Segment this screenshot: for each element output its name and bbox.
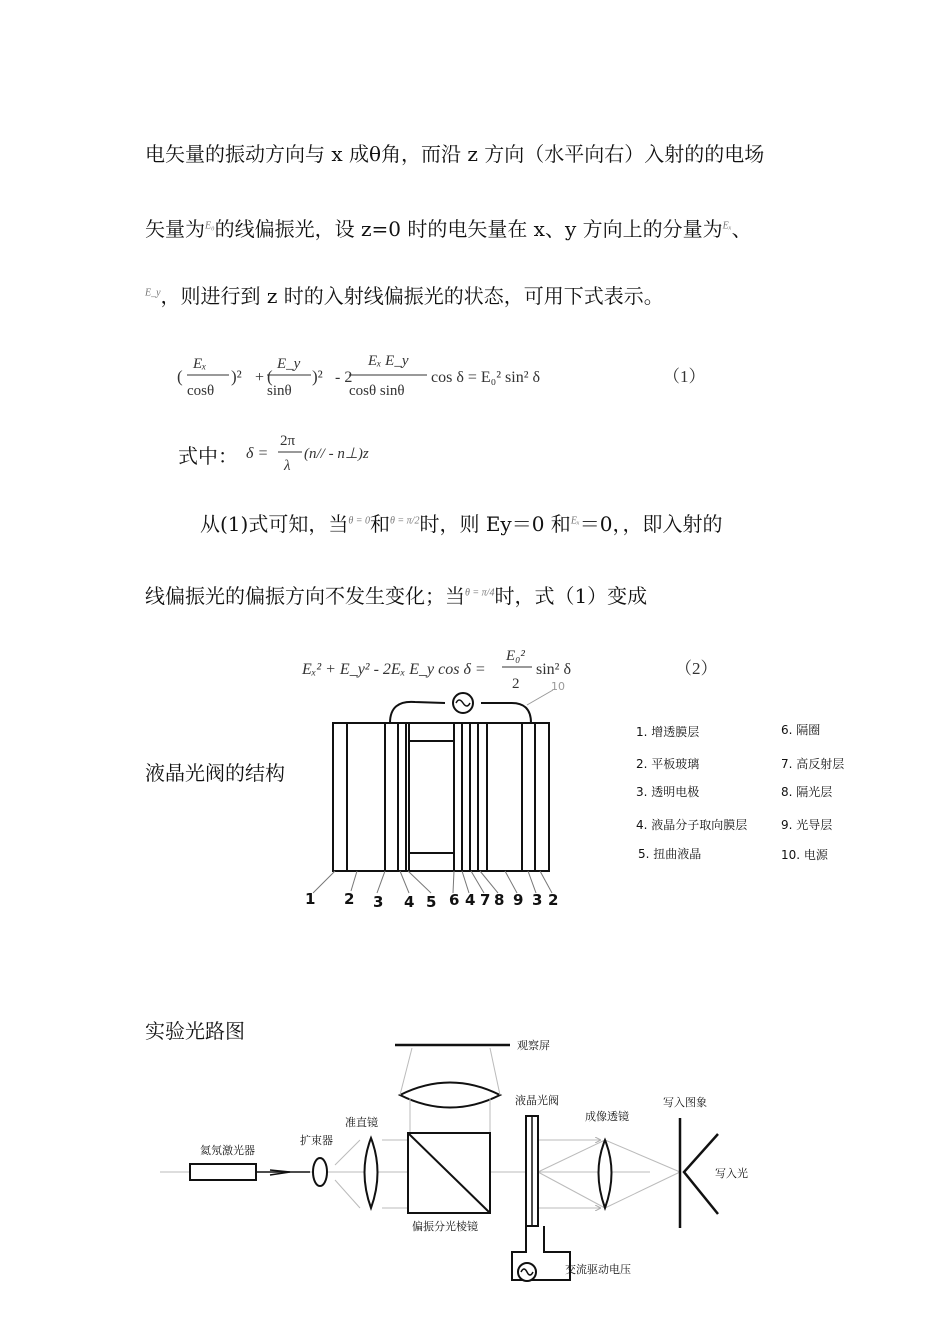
- label-collimator: 准直镜: [345, 1116, 378, 1129]
- layer-number: 2: [548, 891, 559, 909]
- para2-line2b: 时，式（1）变成: [494, 584, 648, 608]
- eq1-num2: E_y: [277, 356, 301, 372]
- eq1-number: （1）: [663, 367, 706, 386]
- legend-item-4: 4. 液晶分子取向膜层: [636, 818, 748, 832]
- layer-number: 3: [373, 893, 384, 911]
- callout-10: 10: [551, 680, 565, 693]
- label-laser: 氦氖激光器: [200, 1144, 255, 1157]
- para2-line1b: 和: [370, 512, 391, 536]
- write-light-arrow: [684, 1134, 718, 1214]
- layer-number: 3: [532, 891, 543, 909]
- optical-path-diagram: [160, 1030, 780, 1290]
- eq1-lparen2: (: [267, 367, 273, 386]
- para2-line2a: 线偏振光的偏振方向不发生变化；当: [145, 584, 465, 608]
- legend-item-6: 6. 隔圈: [781, 723, 821, 737]
- he-ne-laser: [190, 1164, 256, 1180]
- layer-number: 6: [449, 891, 460, 909]
- layer-number: 8: [494, 891, 505, 909]
- legend-item-5: 5. 扭曲液晶: [638, 847, 702, 861]
- layer-number: 1: [305, 890, 316, 908]
- legend-item-7: 7. 高反射层: [781, 757, 845, 771]
- para1-line3: [145, 280, 664, 309]
- callout-leader-10: [527, 690, 553, 705]
- legend-item-3: 3. 透明电极: [636, 785, 700, 799]
- para1-line1: 电矢量的振动方向与 x 成θ角，而沿 z 方向（水平向右）入射的的电场: [145, 142, 765, 166]
- eq1-minus: - 2: [335, 369, 353, 386]
- eq1-num1: Eₓ: [193, 356, 207, 372]
- imaging-lens: [599, 1140, 612, 1208]
- delta-den: λ: [284, 458, 291, 474]
- symbol-ex-2: Eₓ: [570, 515, 580, 527]
- para1-line2: [145, 213, 752, 242]
- layer-number: 2: [344, 890, 355, 908]
- para1-line2b: 的线偏振光，设 z=0 时的电矢量在 x、y 方向上的分量为: [214, 217, 723, 241]
- legend-item-10: 10. 电源: [781, 848, 828, 862]
- beam-expander: [313, 1158, 327, 1186]
- cond-theta-pi2: θ = π/2: [390, 515, 420, 527]
- para2-line1c: 时，则 Ey＝0 和: [419, 512, 571, 536]
- eq1-den3: cosθ sinθ: [349, 383, 405, 399]
- eq2-den: 2: [512, 676, 520, 692]
- label-expander: 扩束器: [300, 1134, 333, 1147]
- para1-line2a: 矢量为: [145, 217, 205, 241]
- equation-1: [175, 345, 735, 407]
- label-imaging-lens: 成像透镜: [585, 1110, 629, 1123]
- where-label: 式中：: [178, 444, 238, 468]
- eq1-rparen2: )²: [312, 367, 323, 386]
- liquid-crystal-cell: [409, 741, 454, 853]
- label-screen: 观察屏: [517, 1039, 550, 1052]
- power-wire-right: [481, 703, 531, 723]
- structure-title: 液晶光阀的结构: [145, 761, 285, 785]
- layer-number: 9: [513, 891, 524, 909]
- layer-number: 5: [426, 893, 437, 911]
- layer-number: 7: [480, 891, 491, 909]
- para2-line1a: 从(1)式可知，当: [200, 512, 349, 536]
- delta-rhs: (n// - n⊥)z: [304, 446, 369, 462]
- symbol-ex: Eₓ: [722, 220, 732, 232]
- lc-valve-structure-diagram: [295, 675, 595, 915]
- legend-item-9: 9. 光导层: [781, 818, 833, 832]
- symbol-ey: E_y: [145, 287, 161, 299]
- label-pbs: 偏振分光棱镜: [412, 1220, 478, 1233]
- cond-theta-pi4: θ = π/4: [465, 587, 495, 599]
- valve-outer-box: [333, 723, 549, 871]
- legend-item-8: 8. 隔光层: [781, 785, 833, 799]
- para2-line1d: ＝0，，即入射的: [579, 512, 723, 536]
- legend-item-2: 2. 平板玻璃: [636, 757, 700, 771]
- eq1-den2: sinθ: [267, 383, 292, 399]
- eq2-lhs: Eₓ² + E_y² - 2Eₓ E_y cos δ =: [302, 661, 486, 678]
- eq1-rparen1: )²: [231, 367, 242, 386]
- eq1-lparen1: (: [177, 367, 183, 386]
- layer-number: 4: [404, 893, 415, 911]
- eq2-rhs: sin² δ: [536, 661, 572, 678]
- eq1-num3: Eₓ E_y: [368, 353, 409, 369]
- cond-theta-0: θ = 0: [348, 515, 371, 527]
- delta-num: 2π: [280, 433, 296, 449]
- equation-delta: [244, 428, 404, 480]
- eq2-num: E₀²: [506, 648, 525, 664]
- label-ac: 交流驱动电压: [565, 1263, 631, 1276]
- para1-line2c: 、: [731, 217, 752, 241]
- para1-line3-text: ，则进行到 z 时的入射线偏振光的状态，可用下式表示。: [160, 284, 664, 308]
- power-wire-left: [390, 702, 445, 723]
- symbol-e0: E₀: [205, 220, 215, 232]
- label-lcv: 液晶光阀: [515, 1094, 559, 1107]
- eq1-den1: cosθ: [187, 383, 215, 399]
- optics-title: 实验光路图: [145, 1019, 245, 1043]
- projection-lens: [400, 1083, 500, 1108]
- para2-line2: [145, 580, 647, 609]
- eq1-plus: +: [255, 369, 265, 386]
- layer-number: 4: [465, 891, 476, 909]
- eq2-number: （2）: [675, 659, 718, 678]
- label-write-light: 写入光: [715, 1167, 748, 1180]
- delta-lhs: δ =: [246, 445, 269, 462]
- legend-item-1: 1. 增透膜层: [636, 725, 700, 739]
- label-write-image: 写入图象: [663, 1096, 707, 1109]
- para2-line1: [200, 508, 723, 537]
- collimator-lens: [365, 1138, 378, 1208]
- eq1-rhs: cos δ = E₀² sin² δ: [431, 369, 541, 386]
